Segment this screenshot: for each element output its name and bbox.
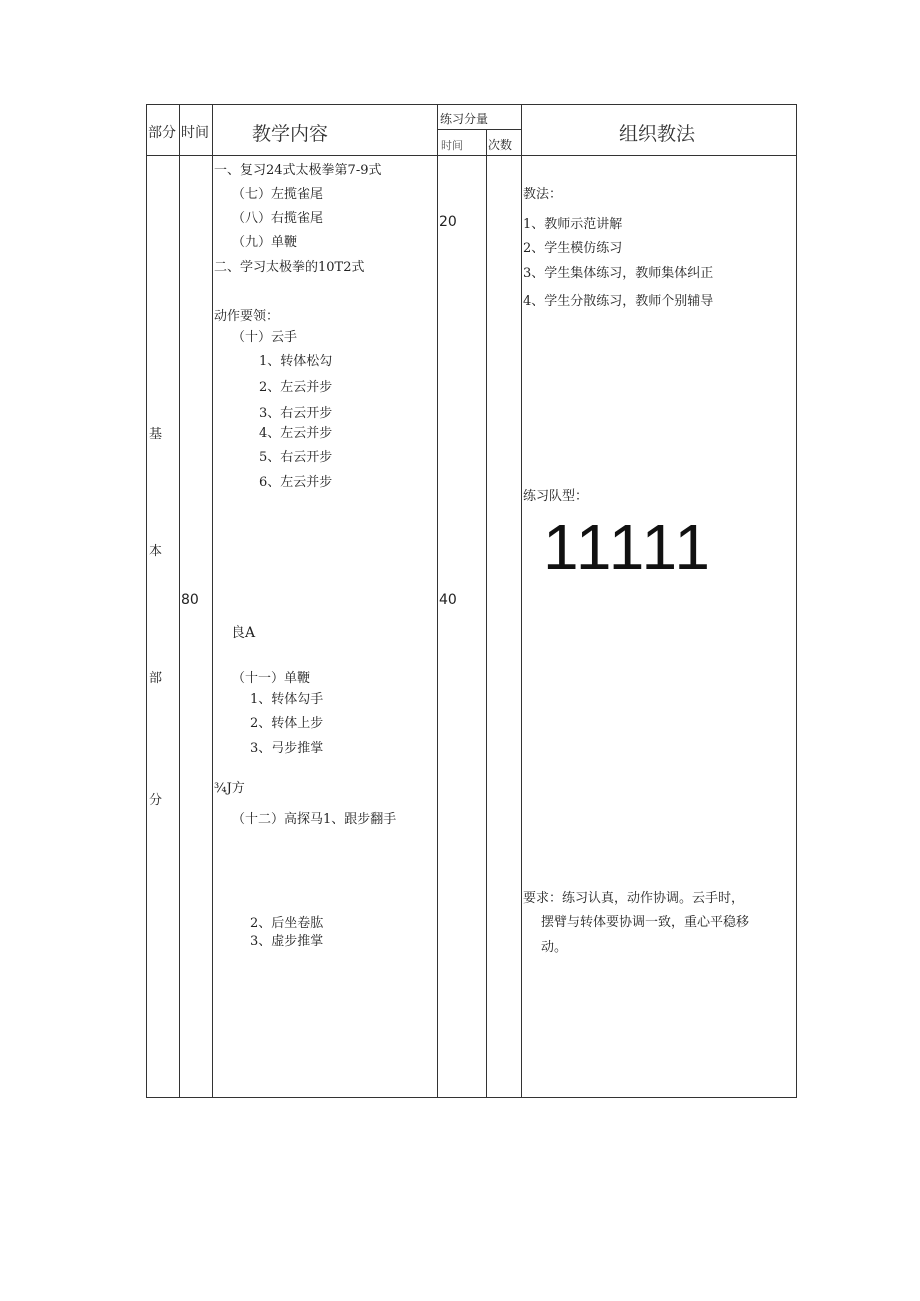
header-content: 教学内容 <box>252 123 329 145</box>
requirements-line: 动。 <box>541 940 568 955</box>
part-char-2: 本 <box>149 544 163 559</box>
content-line: （十）云手 <box>232 330 298 345</box>
col-line-time-content <box>212 104 213 1098</box>
method-item: 4、学生分散练习，教师个别辅导 <box>523 294 714 309</box>
content-line: 4、左云并步 <box>259 426 333 441</box>
content-line: （八）右揽雀尾 <box>232 211 324 226</box>
col-line-part-time <box>179 104 180 1098</box>
method-item: 2、学生模仿练习 <box>523 241 623 256</box>
col-line-practice-org <box>521 104 522 1098</box>
col-line-practice-sub <box>486 129 487 1098</box>
content-line: ¾J方 <box>214 781 245 796</box>
part-char-4: 分 <box>149 793 163 808</box>
part-char-3: 部 <box>149 671 163 686</box>
content-line: 2、左云并步 <box>259 380 333 395</box>
content-line: 良A <box>231 625 256 641</box>
content-line: 6、左云并步 <box>259 475 333 490</box>
methods-title: 教法： <box>523 187 563 202</box>
content-line: 二、学习太极拳的10T2式 <box>214 260 365 275</box>
practice-time-value: 20 <box>439 214 457 230</box>
content-line: 1、转体勾手 <box>250 692 324 707</box>
content-line: 1、转体松勾 <box>259 354 333 369</box>
time-value: 80 <box>181 592 199 608</box>
requirements-line: 摆臂与转体要协调一致，重心平稳移 <box>541 915 750 930</box>
formation-label: 练习队型： <box>523 489 589 504</box>
part-char-1: 基 <box>149 427 163 442</box>
content-line: 一、复习24式太极拳第7-9式 <box>214 163 382 178</box>
header-practice-count: 次数 <box>488 138 513 152</box>
header-divider <box>146 155 797 156</box>
table-border-top <box>146 104 797 105</box>
header-organization: 组织教法 <box>619 123 696 145</box>
content-line: 2、后坐卷肱 <box>250 916 324 931</box>
content-line: （十一）单鞭 <box>232 671 311 686</box>
col-line-right <box>796 104 797 1098</box>
content-line: （十二）高探马1、跟步翻手 <box>232 812 397 827</box>
practice-subheader-divider <box>437 129 521 130</box>
requirements-line: 要求：练习认真，动作协调。云手时， <box>523 891 745 906</box>
header-time: 时间 <box>181 125 209 141</box>
content-line: （七）左揽雀尾 <box>232 187 324 202</box>
content-line: 3、虚步推掌 <box>250 934 324 949</box>
col-line-content-practice <box>437 104 438 1098</box>
method-item: 3、学生集体练习，教师集体纠正 <box>523 266 714 281</box>
header-practice-time: 时间 <box>441 139 463 152</box>
formation-digits: 11111 <box>543 511 712 583</box>
header-part: 部分 <box>148 125 176 141</box>
content-line: 3、弓步推掌 <box>250 741 324 756</box>
content-line: 5、右云开步 <box>259 450 333 465</box>
practice-time-value: 40 <box>439 592 457 608</box>
method-item: 1、教师示范讲解 <box>523 217 623 232</box>
col-line-left <box>146 104 147 1098</box>
table-border-bottom <box>146 1097 797 1098</box>
content-line: 动作要领： <box>214 309 280 324</box>
content-line: 2、转体上步 <box>250 716 324 731</box>
content-line: （九）单鞭 <box>232 235 298 250</box>
header-practice-amount: 练习分量 <box>440 112 489 126</box>
content-line: 3、右云开步 <box>259 406 333 421</box>
